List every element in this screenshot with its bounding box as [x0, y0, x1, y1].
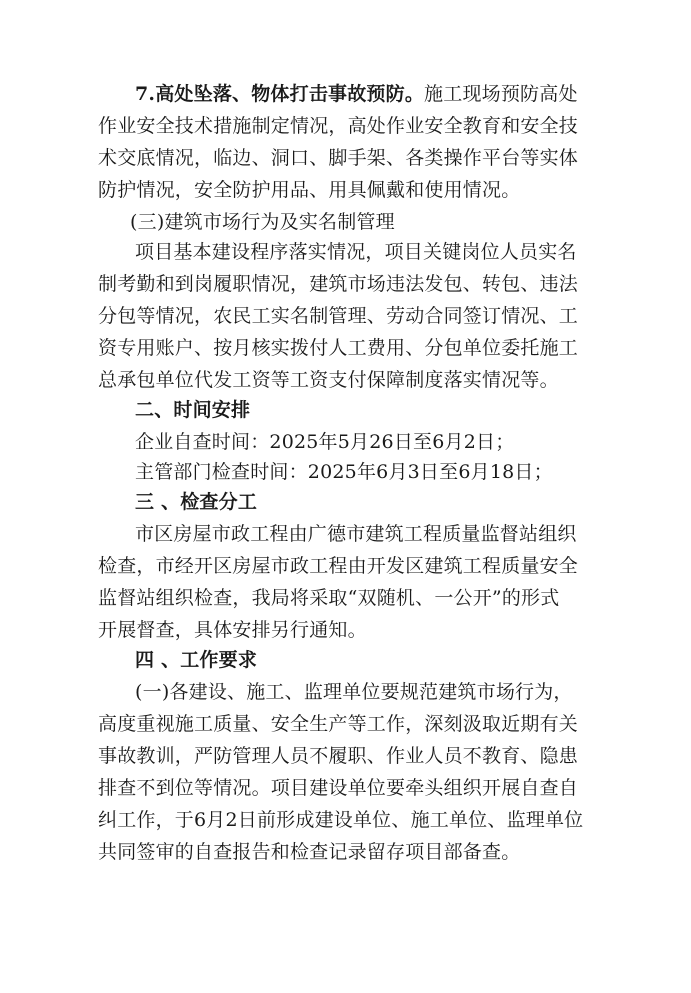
heading-2: 二、时间安排: [135, 399, 251, 421]
schedule-line-1: 企业自查时间：2025年5月26日至6月2日；: [135, 431, 515, 453]
sec3-line-3: 分包等情况，农民工实名制管理、劳动合同签订情况、工: [98, 305, 579, 327]
division-line-4: 开展督查，具体安排另行通知。: [98, 619, 367, 641]
p7-lead: 7.高处坠落、物体打击事故预防。: [135, 83, 425, 105]
req1-line-3: 事故教训，严防管理人员不履职、作业人员不教育、隐患: [98, 745, 579, 767]
req1-line-2: 高度重视施工质量、安全生产等工作，深刻汲取近期有关: [98, 713, 579, 735]
req1-line-6: 共同签审的自查报告和检查记录留存项目部备查。: [98, 841, 521, 863]
sec3-line-2: 制考勤和到岗履职情况，建筑市场违法发包、转包、违法: [98, 273, 579, 295]
req1-line-4: 排查不到位等情况。项目建设单位要牵头组织开展自查自: [98, 777, 579, 799]
p7-line-1-rest: 施工现场预防高处: [424, 83, 578, 105]
p7-line-3: 术交底情况，临边、洞口、脚手架、各类操作平台等实体: [98, 147, 579, 169]
division-line-3: 监督站组织检查，我局将采取“双随机、一公开”的形式: [98, 587, 560, 609]
schedule-line-2: 主管部门检查时间：2025年6月3日至6月18日；: [135, 461, 553, 483]
req1-line-1: (一)各建设、施工、监理单位要规范建筑市场行为，: [135, 681, 573, 703]
p7-line-1: [135, 80, 645, 108]
sec3-line-5: 总承包单位代发工资等工资支付保障制度落实情况等。: [98, 369, 559, 391]
sec3-line-1: 项目基本建设程序落实情况，项目关键岗位人员实名: [135, 241, 577, 263]
req1-line-5: 纠工作，于6月2日前形成建设单位、施工单位、监理单位: [98, 809, 584, 831]
division-line-1: 市区房屋市政工程由广德市建筑工程质量监督站组织: [135, 523, 577, 545]
division-line-2: 检查，市经开区房屋市政工程由开发区建筑工程质量安全: [98, 555, 579, 577]
section-3-title: (三)建筑市场行为及实名制管理: [130, 211, 395, 233]
p7-line-4: 防护情况，安全防护用品、用具佩戴和使用情况。: [98, 179, 521, 201]
sec3-line-4: 资专用账户、按月核实拨付人工费用、分包单位委托施工: [98, 337, 579, 359]
p7-line-2: 作业安全技术措施制定情况，高处作业安全教育和安全技: [98, 115, 579, 137]
heading-3: 三 、检查分工: [135, 491, 258, 513]
heading-4: 四 、工作要求: [135, 649, 258, 671]
